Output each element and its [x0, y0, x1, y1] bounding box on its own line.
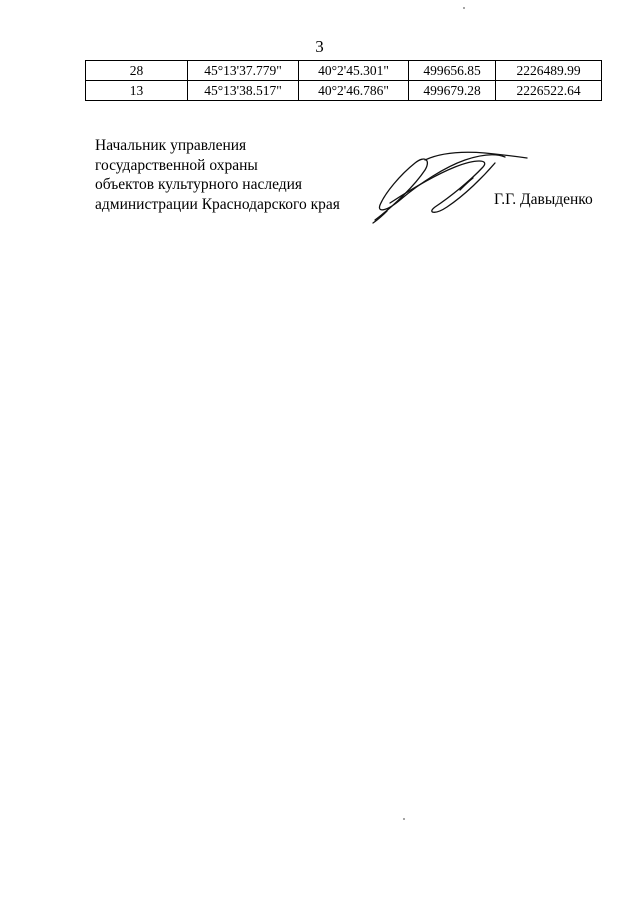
latitude-cell: 45°13'37.779" [188, 61, 299, 81]
point-number-cell: 13 [86, 81, 188, 101]
coordinates-table [85, 60, 602, 101]
scan-speck [463, 7, 465, 9]
latitude-cell: 45°13'38.517" [188, 81, 299, 101]
y-coordinate-cell: 2226522.64 [496, 81, 602, 101]
longitude-cell: 40°2'45.301" [299, 61, 409, 81]
y-coordinate-cell: 2226489.99 [496, 61, 602, 81]
signatory-title-line: Начальник управления [95, 137, 247, 154]
handwritten-signature [365, 145, 530, 225]
signatory-name: Г.Г. Давыденко [494, 191, 593, 208]
signatory-title-line: администрации Краснодарского края [95, 195, 340, 213]
scan-speck [403, 818, 405, 820]
x-coordinate-cell: 499679.28 [409, 81, 496, 101]
page-number: 3 [315, 37, 324, 56]
x-coordinate-cell: 499656.85 [409, 61, 496, 81]
signatory-title [95, 136, 340, 214]
signatory-title-line: государственной охраны [95, 156, 258, 174]
point-number-cell: 28 [86, 61, 188, 81]
signatory-title-line: объектов культурного наследия [95, 176, 303, 193]
table-row [86, 61, 602, 81]
longitude-cell: 40°2'46.786" [299, 81, 409, 101]
table-row [86, 81, 602, 101]
